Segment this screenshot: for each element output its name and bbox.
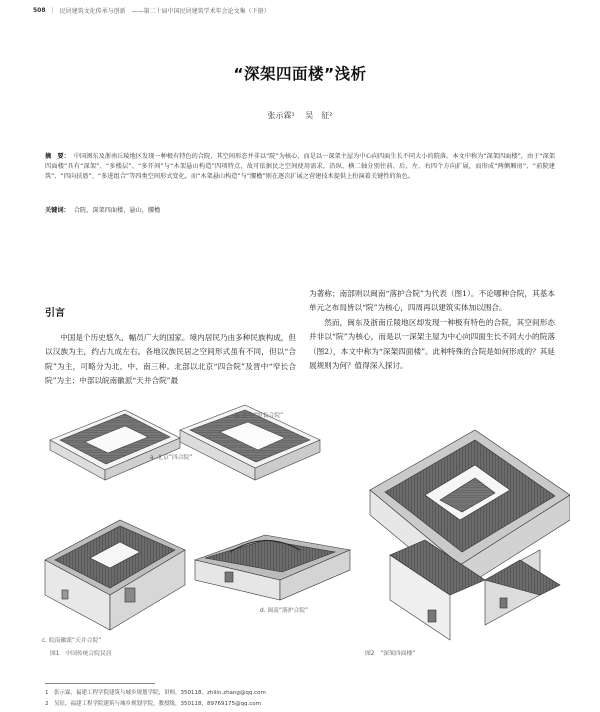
keywords-label: 关键词： xyxy=(45,207,70,214)
journal-subtitle: ——第二十届中国民居建筑学术年会论文集（下册） xyxy=(131,7,270,15)
figures-illustration xyxy=(30,400,570,685)
section-heading: 引言 xyxy=(45,308,65,319)
abstract xyxy=(45,152,555,183)
fig1d-minnan-drawing xyxy=(195,535,350,600)
body-paragraph: 中国是个历史悠久、幅员广大的国家。境内居民乃由多种民族构成，但以汉族为主，约占九成左右。各地汉族民居之空间形式虽有不同，但以“合院”为主，可略分为北、中、南三种。北部以北京“四合院”及晋中“窄长合院”为主；中部以皖南徽派“天井合院”最 xyxy=(45,333,296,386)
fig2-title: 图2 “深架四面楼” xyxy=(365,651,416,657)
paper-title: “深架四面楼”浅析 xyxy=(233,65,367,83)
figure-area xyxy=(30,400,570,685)
body-paragraph: 然而，闽东及浙南丘陵地区却发现一种极有特色的合院，其空间形态并非以“院”为核心，而是以一深架主屋为中心向四面生长不同大小的院落（图2），本文中称为“深架四面楼”。此种特殊的合院是如何形成的？其延展规则为何？值得深入探讨。 xyxy=(309,317,555,371)
body-paragraph: 为著称；南部则以闽南“落护合院”为代表（图1）。不论哪种合院，其基本单元之布局皆以“院”为核心，四周再以建筑实体加以围合。 xyxy=(309,289,555,313)
keywords xyxy=(45,205,555,214)
abstract-text: 中国闽东及浙南丘陵地区发现一种极有特色的合院，其空间形态并非以“院”为核心，而是以一深架主屋为中心向四面生长不同大小的院落。本文中称为“深架四面楼”，由于“深架四面楼”具有“深架”、“多楼层”、“多开间”与“木架悬山构造”四项特点，故可依据民之空间使用需求，沿纵、横二轴分别往前、后、左、右四个方向扩展，而形成“两侧厢房”、“前院建筑”、“四向扶厝”、“多进组合”等四类空间形式变化。而“木架悬山构造”与“腰檐”则在逐次扩展之营建技术提供上扮演着关键性的角色。 xyxy=(45,153,555,181)
fig1d-caption: d. 闽南“落护合院” xyxy=(260,608,309,614)
footnote-rule xyxy=(45,683,155,684)
author-list xyxy=(0,110,600,121)
body-column-left xyxy=(45,331,296,389)
fig2-shenjia-drawing xyxy=(370,430,570,640)
footnote-2: 2 吴征，福建工程学院建筑与城乡规划学院，教授级，350118，89769175@qq.com xyxy=(45,701,261,707)
footnote-1: 1 张示霖，福建工程学院建筑与城乡规划学院，讲师，350118，zhilin.zhang@qq.com xyxy=(45,690,266,696)
body-column-right xyxy=(309,287,555,373)
author-2: 吴 征² xyxy=(305,111,333,120)
abstract-label: 摘 要： xyxy=(45,153,70,160)
fig1c-huizhou-drawing xyxy=(45,520,185,630)
journal-name: 民居建筑文化传承与创新 xyxy=(59,7,126,15)
fig1b-caption: b. 晋中“窄长合院” xyxy=(235,413,284,419)
fig1-title: 图1 中国传统合院民居 xyxy=(50,651,112,657)
fig1a-siheyuan-drawing xyxy=(50,410,180,480)
running-header: 508 | 民居建筑文化传承与创新 ——第二十届中国民居建筑学术年会论文集（下册） xyxy=(33,6,270,15)
author-1: 张示霖¹ xyxy=(267,111,295,120)
keywords-text: 合院，深架四面楼，悬山，腰檐 xyxy=(73,207,161,214)
fig1a-caption: a. 北京“四合院” xyxy=(150,455,193,461)
fig1c-caption: c. 皖南徽派“天井合院” xyxy=(42,638,102,644)
page-number: 508 xyxy=(33,6,46,14)
